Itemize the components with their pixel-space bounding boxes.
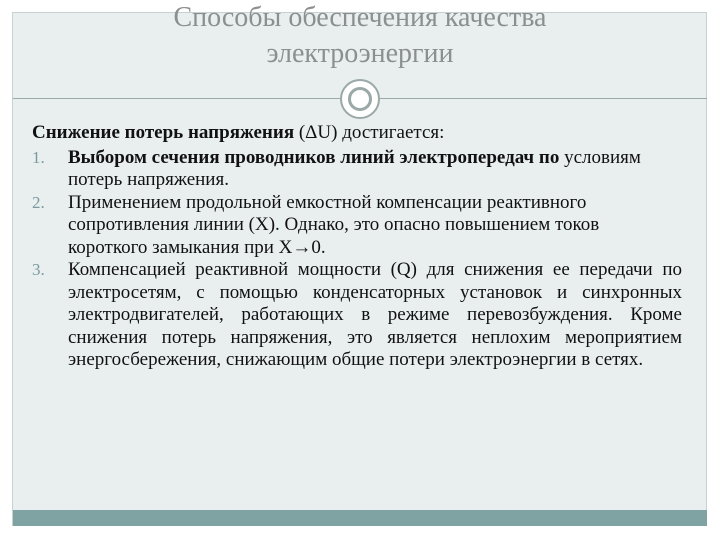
slide-title [13,0,707,72]
bottom-accent-bar [13,510,707,526]
list-number: 3. [32,260,45,279]
slide-content [32,122,682,372]
numbered-list [32,147,682,372]
list-number: 1. [32,147,45,167]
title-line-1: Способы обеспечения качества [173,2,547,33]
list-item [32,259,682,372]
title-line-2: электроэнергии [266,38,454,69]
circle-ornament-icon [340,79,380,119]
list-number: 2. [32,192,45,212]
list-item-text: Компенсацией реактивной мощности (Q) для снижения ее передачи по электросетям, с помощью конденсаторных установок и синхронных электродвигателей, работающих в режиме перевозбуждения. Кроме снижения потерь напряжения, это является неплохим мероприятием энергосбережения, снижающим общие потери электроэнергии в сетях. [68,259,682,370]
list-item [32,192,682,260]
list-item-bold: Выбором сечения проводников линий электропередач по [68,146,560,168]
intro-line [32,122,682,145]
list-item-text: Применением продольной емкостной компенсации реактивного сопротивления линии (X). Однако, это опасно повышением токов короткого замыкания при X→0. [68,191,600,258]
circle-ornament-inner-icon [348,87,372,111]
intro-rest: (ΔU) достигается: [294,122,445,143]
list-item-text: условиям потерь напряжения. [68,146,641,190]
intro-bold: Снижение потерь напряжения [32,122,295,143]
list-item [32,147,682,192]
